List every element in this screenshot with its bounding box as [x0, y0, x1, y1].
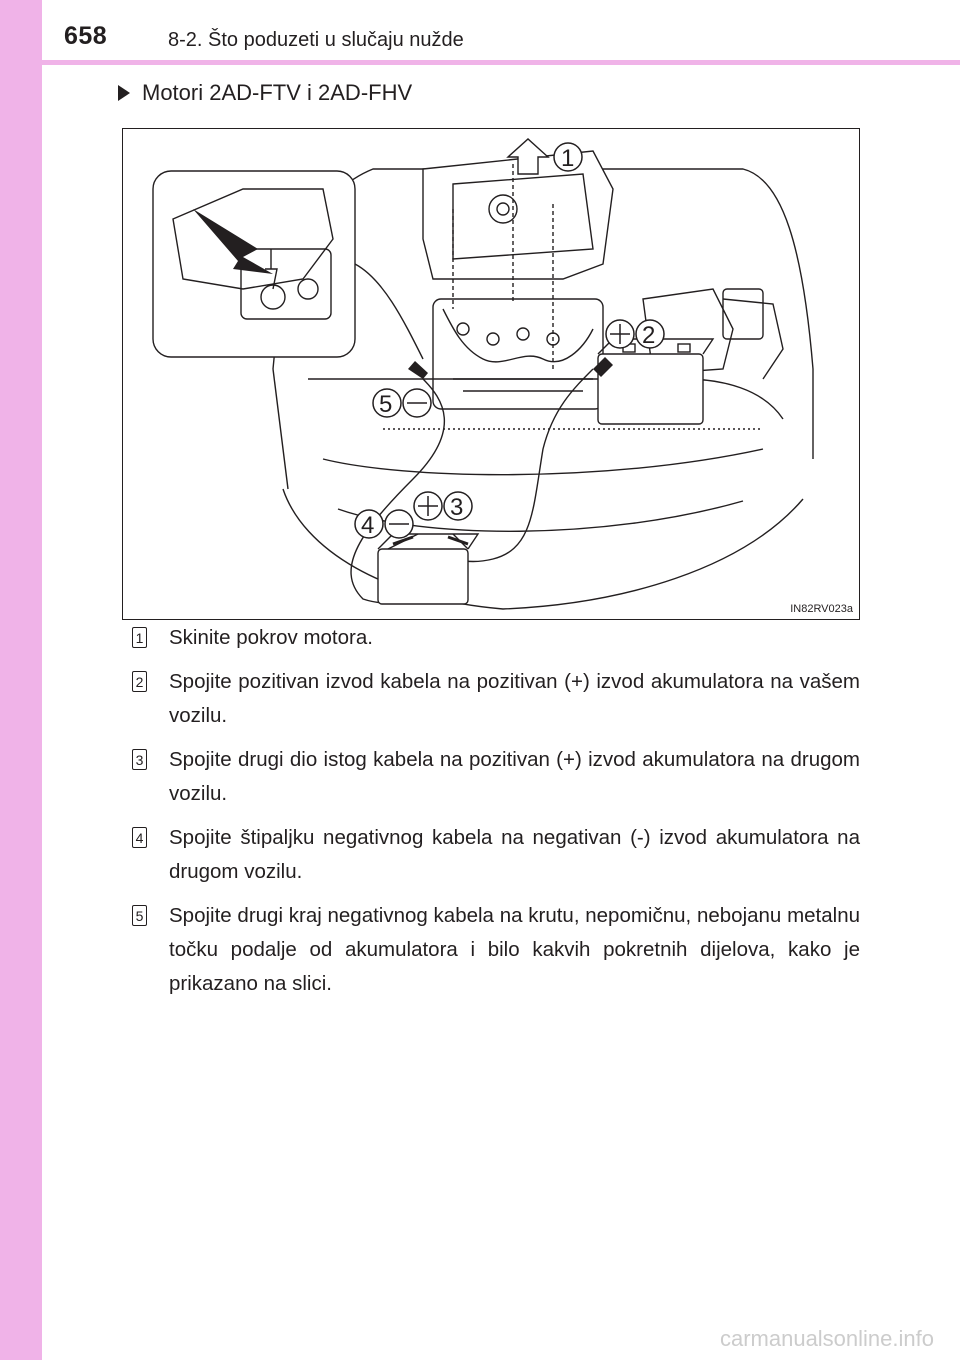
step-number: 2 — [132, 671, 147, 692]
step-text: Spojite drugi dio istog kabela na pozitivan (+) izvod akumulatora na drugom vozilu. — [169, 748, 860, 805]
step-number: 5 — [132, 905, 147, 926]
chapter-title: 8-2. Što poduzeti u slučaju nužde — [168, 29, 464, 51]
engine-illustration — [122, 128, 860, 620]
figure-code: IN82RV023a — [790, 603, 853, 615]
engine-drawing — [123, 129, 860, 620]
step-number: 4 — [132, 827, 147, 848]
subheading-text: Motori 2AD-FTV i 2AD-FHV — [142, 80, 413, 105]
page-number: 658 — [64, 22, 108, 50]
step-item — [132, 824, 860, 889]
step-item — [132, 902, 860, 1001]
step-text: Skinite pokrov motora. — [169, 626, 373, 649]
step-number: 3 — [132, 749, 147, 770]
step-item — [132, 624, 860, 655]
header-rule — [42, 60, 960, 65]
watermark: carmanualsonline.info — [719, 1326, 934, 1351]
step-item — [132, 746, 860, 811]
step-text: Spojite drugi kraj negativnog kabela na krutu, nepomičnu, nebojanu metalnu točku podalje od akumulatora i bilo kakvih pokretnih dijelova, kako je prikazano na slici. — [169, 904, 860, 995]
callout-1: 1 — [561, 145, 575, 172]
step-number: 1 — [132, 627, 147, 648]
callout-5: 5 — [379, 391, 393, 418]
step-list — [132, 624, 860, 1014]
callout-3: 3 — [450, 494, 464, 521]
step-text: Spojite štipaljku negativnog kabela na negativan (-) izvod akumulatora na drugom vozilu. — [169, 826, 860, 883]
step-item — [132, 668, 860, 733]
triangle-bullet-icon — [118, 85, 130, 101]
side-color-band — [0, 0, 42, 1360]
callout-4: 4 — [361, 512, 375, 539]
step-text: Spojite pozitivan izvod kabela na pozitivan (+) izvod akumulatora na vašem vozilu. — [169, 670, 860, 727]
callout-2: 2 — [642, 322, 656, 349]
section-subheading — [118, 80, 412, 106]
